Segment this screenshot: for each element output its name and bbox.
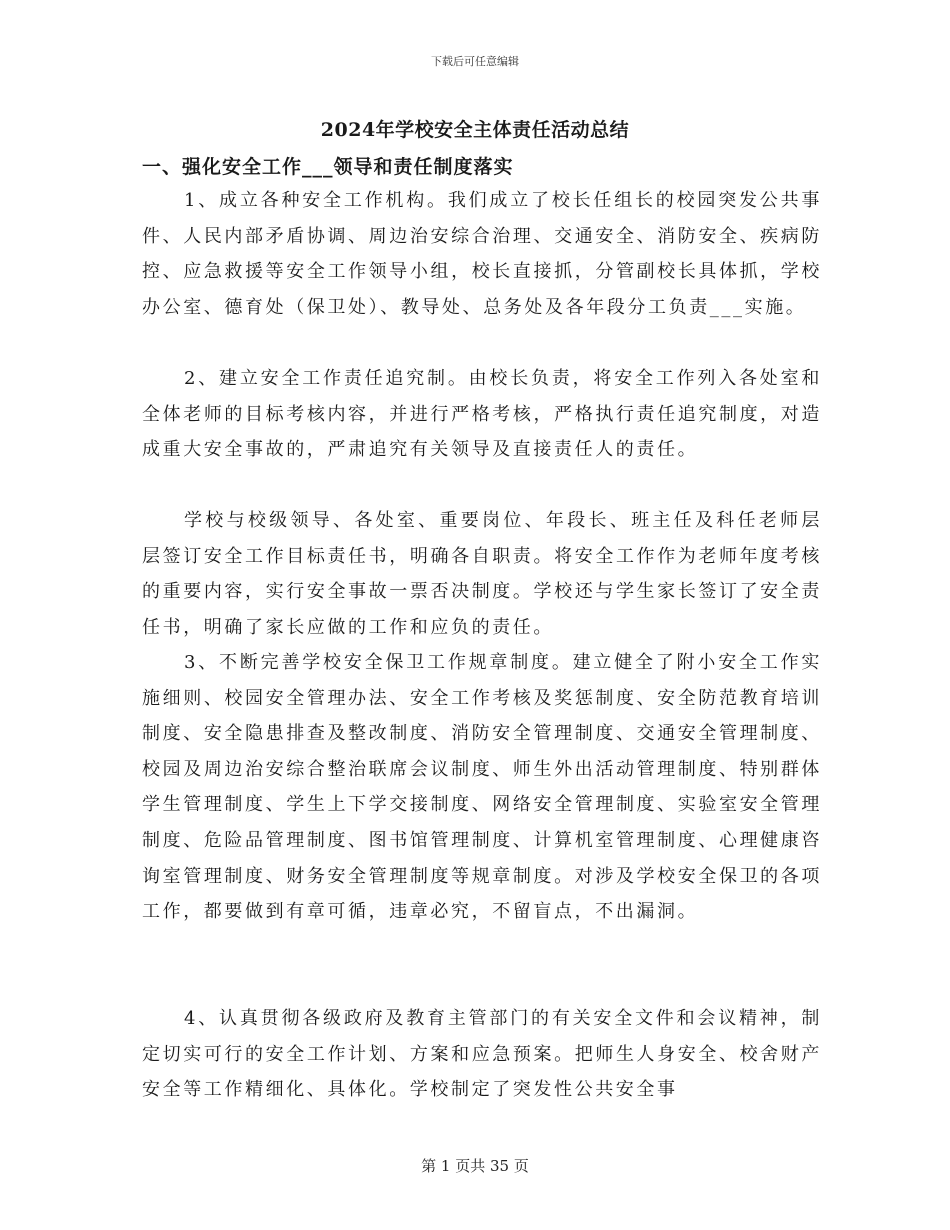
paragraph-5: 4、认真贯彻各级政府及教育主管部门的有关安全文件和会议精神，制定切实可行的安全工作计划、方案和应急预案。把师生人身安全、校舍财产安全等工作精细化、具体化。学校制定了突发性公共安全事 [142,1008,822,1101]
paragraph-2: 2、建立安全工作责任追究制。由校长负责，将安全工作列入各处室和全体老师的目标考核内容，并进行严格考核，严格执行责任追究制度，对造成重大安全事故的，严肃追究有关领导及直接责任人的责任。 [142,368,822,461]
document-title: 2024年学校安全主体责任活动总结 [320,119,630,141]
header-note: 下载后可任意编辑 [431,55,519,68]
paragraph-1: 1、成立各种安全工作机构。我们成立了校长任组长的校园突发公共事件、人民内部矛盾协调、周边治安综合治理、交通安全、消防安全、疾病防控、应急救援等安全工作领导小组，校长直接抓，分管副校长具体抓，学校办公室、德育处（保卫处）、教导处、总务处及各年段分工负责___实施。 [142,190,822,318]
paragraph-3: 学校与校级领导、各处室、重要岗位、年段长、班主任及科任老师层层签订安全工作目标责任书，明确各自职责。将安全工作作为老师年度考核的重要内容，实行安全事故一票否决制度。学校还与学生家长签订了安全责任书，明确了家长应做的工作和应负的责任。 [142,510,822,638]
section-heading: 一、强化安全工作___领导和责任制度落实 [142,156,514,178]
page-number: 第 1 页共 35 页 [421,1157,529,1175]
paragraph-4: 3、不断完善学校安全保卫工作规章制度。建立健全了附小安全工作实施细则、校园安全管理办法、安全工作考核及奖惩制度、安全防范教育培训制度、安全隐患排查及整改制度、消防安全管理制度、交通安全管理制度、校园及周边治安综合整治联席会议制度、师生外出活动管理制度、特别群体学生管理制度、学生上下学交接制度、网络安全管理制度、实验室安全管理制度、危险品管理制度、图书馆管理制度、计算机室管理制度、心理健康咨询室管理制度、财务安全管理制度等规章制度。对涉及学校安全保卫的各项工作，都要做到有章可循，违章必究，不留盲点，不出漏洞。 [142,652,822,923]
